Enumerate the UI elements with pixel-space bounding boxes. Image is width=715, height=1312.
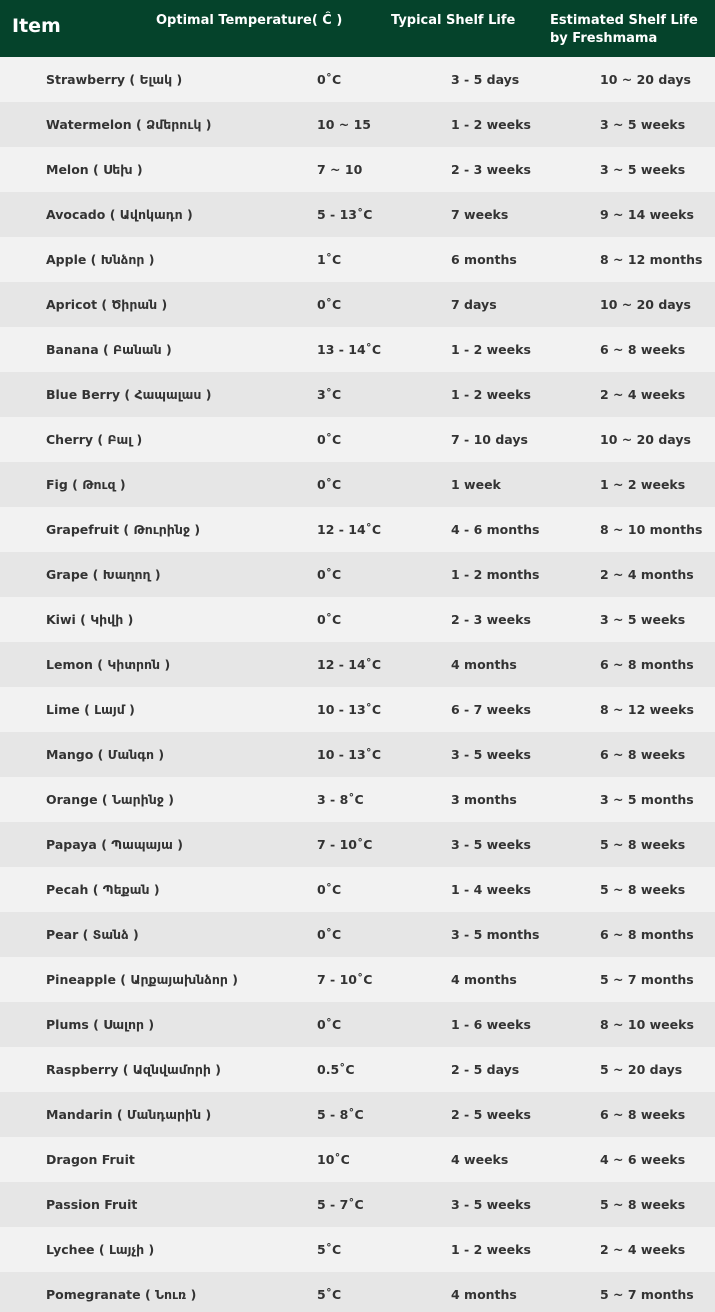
cell-estimated-shelf-life: 5 ~ 8 weeks — [600, 882, 686, 897]
table-row — [0, 282, 715, 327]
cell-typical-shelf-life: 1 - 2 weeks — [451, 342, 531, 357]
table-row — [0, 1272, 715, 1312]
cell-estimated-shelf-life: 8 ~ 10 weeks — [600, 1017, 694, 1032]
cell-temperature: 0˚C — [317, 477, 342, 492]
cell-typical-shelf-life: 4 months — [451, 1287, 517, 1302]
table-row — [0, 147, 715, 192]
table-row — [0, 1002, 715, 1047]
cell-temperature: 7 - 10˚C — [317, 837, 373, 852]
table-row — [0, 597, 715, 642]
cell-temperature: 10˚C — [317, 1152, 350, 1167]
cell-estimated-shelf-life: 5 ~ 20 days — [600, 1062, 683, 1077]
table-row — [0, 57, 715, 102]
cell-estimated-shelf-life: 2 ~ 4 weeks — [600, 1242, 686, 1257]
cell-item: Passion Fruit — [46, 1197, 138, 1212]
cell-estimated-shelf-life: 5 ~ 8 weeks — [600, 837, 686, 852]
table-row — [0, 1092, 715, 1137]
cell-item: Mandarin ( Մանդարին ) — [46, 1107, 212, 1122]
cell-item: Avocado ( Ավոկադո ) — [46, 207, 193, 222]
cell-estimated-shelf-life: 8 ~ 12 months — [600, 252, 703, 267]
cell-typical-shelf-life: 4 weeks — [451, 1152, 509, 1167]
cell-estimated-shelf-life: 5 ~ 8 weeks — [600, 1197, 686, 1212]
table-row — [0, 687, 715, 732]
cell-typical-shelf-life: 2 - 5 days — [451, 1062, 520, 1077]
cell-typical-shelf-life: 4 - 6 months — [451, 522, 540, 537]
header-estimated-line1: Estimated Shelf Life — [550, 13, 698, 28]
cell-temperature: 0.5˚C — [317, 1062, 355, 1077]
cell-estimated-shelf-life: 6 ~ 8 weeks — [600, 747, 686, 762]
cell-temperature: 5 - 7˚C — [317, 1197, 364, 1212]
cell-item: Kiwi ( Կիվի ) — [46, 612, 134, 627]
table-row — [0, 867, 715, 912]
cell-typical-shelf-life: 3 - 5 days — [451, 72, 520, 87]
cell-typical-shelf-life: 3 - 5 months — [451, 927, 540, 942]
cell-estimated-shelf-life: 4 ~ 6 weeks — [600, 1152, 686, 1167]
cell-temperature: 1˚C — [317, 252, 342, 267]
cell-temperature: 10 - 13˚C — [317, 702, 382, 717]
cell-typical-shelf-life: 1 week — [451, 477, 501, 492]
cell-item: Grapefruit ( Թուրինջ ) — [46, 522, 201, 537]
table-row — [0, 1227, 715, 1272]
cell-typical-shelf-life: 6 months — [451, 252, 517, 267]
table-row — [0, 237, 715, 282]
cell-typical-shelf-life: 7 days — [451, 297, 497, 312]
table-row — [0, 102, 715, 147]
cell-temperature: 0˚C — [317, 612, 342, 627]
cell-item: Pear ( Տանձ ) — [46, 927, 139, 942]
cell-temperature: 12 - 14˚C — [317, 657, 382, 672]
cell-estimated-shelf-life: 8 ~ 12 weeks — [600, 702, 694, 717]
cell-item: Cherry ( Բալ ) — [46, 432, 143, 447]
table-row — [0, 732, 715, 777]
cell-item: Raspberry ( Ազնվամորի ) — [46, 1062, 221, 1077]
cell-temperature: 12 - 14˚C — [317, 522, 382, 537]
cell-temperature: 0˚C — [317, 1017, 342, 1032]
cell-temperature: 0˚C — [317, 567, 342, 582]
cell-typical-shelf-life: 3 months — [451, 792, 517, 807]
cell-estimated-shelf-life: 10 ~ 20 days — [600, 72, 691, 87]
cell-item: Lime ( Լայմ ) — [46, 702, 135, 717]
table-row — [0, 507, 715, 552]
cell-estimated-shelf-life: 3 ~ 5 weeks — [600, 117, 686, 132]
cell-item: Blue Berry ( Հապալաս ) — [46, 387, 212, 402]
cell-estimated-shelf-life: 6 ~ 8 months — [600, 927, 694, 942]
cell-estimated-shelf-life: 5 ~ 7 months — [600, 972, 694, 987]
cell-item: Orange ( Նարինջ ) — [46, 792, 174, 807]
cell-item: Lychee ( Լայչի ) — [46, 1242, 155, 1257]
cell-typical-shelf-life: 4 months — [451, 972, 517, 987]
cell-temperature: 0˚C — [317, 882, 342, 897]
cell-temperature: 3˚C — [317, 387, 342, 402]
cell-typical-shelf-life: 3 - 5 weeks — [451, 1197, 531, 1212]
cell-item: Apricot ( Ծիրան ) — [46, 297, 168, 312]
cell-typical-shelf-life: 7 - 10 days — [451, 432, 528, 447]
header-optimal-temperature: Optimal Temperature( Ĉ ) — [156, 13, 343, 28]
cell-estimated-shelf-life: 1 ~ 2 weeks — [600, 477, 686, 492]
cell-typical-shelf-life: 2 - 3 weeks — [451, 162, 531, 177]
cell-estimated-shelf-life: 2 ~ 4 weeks — [600, 387, 686, 402]
cell-temperature: 10 ~ 15 — [317, 117, 371, 132]
cell-typical-shelf-life: 2 - 3 weeks — [451, 612, 531, 627]
cell-item: Pomegranate ( Նուռ ) — [46, 1287, 197, 1302]
table-row — [0, 462, 715, 507]
cell-temperature: 5 - 8˚C — [317, 1107, 364, 1122]
table-row — [0, 327, 715, 372]
cell-temperature: 7 ~ 10 — [317, 162, 363, 177]
cell-temperature: 5˚C — [317, 1242, 342, 1257]
cell-item: Watermelon ( Ձմերուկ ) — [46, 117, 212, 132]
header-item: Item — [12, 15, 61, 37]
cell-typical-shelf-life: 4 months — [451, 657, 517, 672]
cell-temperature: 3 - 8˚C — [317, 792, 364, 807]
cell-temperature: 0˚C — [317, 297, 342, 312]
cell-typical-shelf-life: 1 - 6 weeks — [451, 1017, 531, 1032]
cell-estimated-shelf-life: 9 ~ 14 weeks — [600, 207, 694, 222]
cell-typical-shelf-life: 1 - 4 weeks — [451, 882, 531, 897]
cell-item: Grape ( Խաղող ) — [46, 567, 161, 582]
cell-typical-shelf-life: 1 - 2 months — [451, 567, 540, 582]
cell-estimated-shelf-life: 3 ~ 5 months — [600, 792, 694, 807]
table-row — [0, 552, 715, 597]
table-row — [0, 912, 715, 957]
cell-estimated-shelf-life: 5 ~ 7 months — [600, 1287, 694, 1302]
cell-typical-shelf-life: 1 - 2 weeks — [451, 387, 531, 402]
cell-item: Banana ( Բանան ) — [46, 342, 172, 357]
table-header — [0, 0, 715, 57]
cell-typical-shelf-life: 3 - 5 weeks — [451, 837, 531, 852]
cell-temperature: 0˚C — [317, 72, 342, 87]
cell-estimated-shelf-life: 10 ~ 20 days — [600, 297, 691, 312]
cell-estimated-shelf-life: 6 ~ 8 weeks — [600, 342, 686, 357]
cell-item: Fig ( Թուզ ) — [46, 477, 126, 492]
cell-item: Strawberry ( Ելակ ) — [46, 72, 183, 87]
cell-estimated-shelf-life: 6 ~ 8 weeks — [600, 1107, 686, 1122]
header-estimated-shelf-life — [550, 12, 698, 48]
cell-item: Pineapple ( Արքայախնձոր ) — [46, 972, 238, 987]
table-row — [0, 642, 715, 687]
cell-item: Plums ( Սալոր ) — [46, 1017, 155, 1032]
cell-temperature: 5˚C — [317, 1287, 342, 1302]
table-body — [0, 57, 715, 1312]
header-typical-shelf-life: Typical Shelf Life — [391, 13, 516, 28]
cell-temperature: 10 - 13˚C — [317, 747, 382, 762]
cell-estimated-shelf-life: 10 ~ 20 days — [600, 432, 691, 447]
table-row — [0, 1047, 715, 1092]
table-row — [0, 822, 715, 867]
table-row — [0, 777, 715, 822]
table-row — [0, 417, 715, 462]
cell-typical-shelf-life: 1 - 2 weeks — [451, 1242, 531, 1257]
cell-item: Dragon Fruit — [46, 1152, 135, 1167]
cell-item: Pecah ( Պեքան ) — [46, 882, 160, 897]
cell-estimated-shelf-life: 6 ~ 8 months — [600, 657, 694, 672]
cell-estimated-shelf-life: 3 ~ 5 weeks — [600, 612, 686, 627]
table-row — [0, 1137, 715, 1182]
cell-temperature: 7 - 10˚C — [317, 972, 373, 987]
cell-estimated-shelf-life: 2 ~ 4 months — [600, 567, 694, 582]
cell-estimated-shelf-life: 8 ~ 10 months — [600, 522, 703, 537]
table-row — [0, 372, 715, 417]
cell-temperature: 5 - 13˚C — [317, 207, 373, 222]
cell-item: Papaya ( Պապայա ) — [46, 837, 183, 852]
table-row — [0, 192, 715, 237]
cell-item: Mango ( Մանգո ) — [46, 747, 165, 762]
cell-temperature: 0˚C — [317, 432, 342, 447]
cell-temperature: 13 - 14˚C — [317, 342, 382, 357]
cell-typical-shelf-life: 6 - 7 weeks — [451, 702, 531, 717]
cell-item: Apple ( Խնձոր ) — [46, 252, 155, 267]
cell-typical-shelf-life: 2 - 5 weeks — [451, 1107, 531, 1122]
cell-temperature: 0˚C — [317, 927, 342, 942]
cell-estimated-shelf-life: 3 ~ 5 weeks — [600, 162, 686, 177]
cell-typical-shelf-life: 3 - 5 weeks — [451, 747, 531, 762]
table-row — [0, 1182, 715, 1227]
cell-typical-shelf-life: 7 weeks — [451, 207, 509, 222]
cell-item: Melon ( Սեխ ) — [46, 162, 143, 177]
cell-typical-shelf-life: 1 - 2 weeks — [451, 117, 531, 132]
table-row — [0, 957, 715, 1002]
header-estimated-line2: by Freshmama — [550, 31, 658, 46]
cell-item: Lemon ( Կիտրոն ) — [46, 657, 171, 672]
